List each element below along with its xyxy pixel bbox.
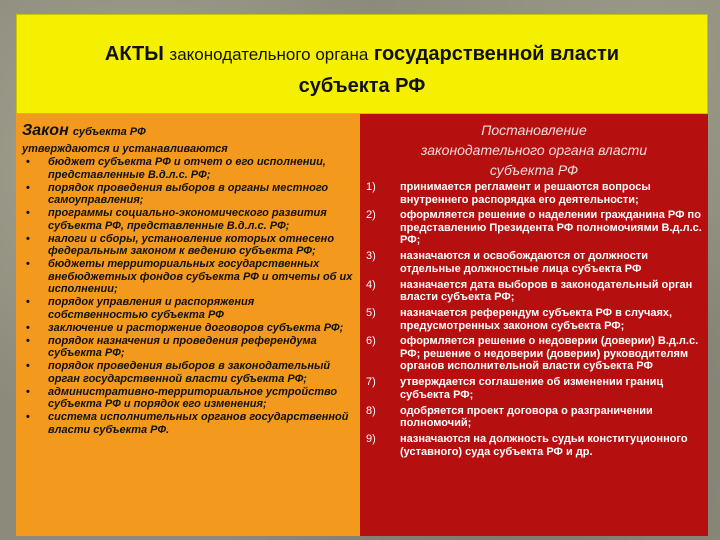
right-list-item-number: 6) [366,335,376,348]
bullet-icon: • [26,181,30,194]
bullet-icon: • [26,334,30,347]
right-list-item-number: 7) [366,376,376,389]
right-list-item [366,376,702,401]
bullet-icon: • [26,385,30,398]
bullet-icon: • [26,321,30,334]
right-heading-line-2: законодательного органа власти [420,142,648,158]
right-list-item-text: назначается дата выборов в законодательный орган власти субъекта РФ; [400,278,693,304]
bullet-icon: • [26,360,30,372]
left-list-item [22,322,354,335]
left-subheading: утверждаются и устанавливаются [22,143,228,155]
title-box [16,14,708,114]
left-list-item-text: бюджет субъекта РФ и отчет о его исполнении, представленные В.д.л.с. РФ; [48,156,326,181]
left-list-item [22,386,354,411]
left-list-item [22,360,354,385]
right-list-item-number: 3) [366,250,376,263]
right-list-item-text: назначаются на должность судьи конституционного (уставного) суда субъекта РФ и др. [400,433,688,458]
left-list-item-text: заключение и расторжение договоров субъекта РФ; [48,321,344,334]
right-list-item [366,181,702,206]
left-list-item-text: система исполнительных органов государственной власти субъекта РФ. [48,411,349,436]
left-list [22,156,354,436]
bullet-icon: • [26,232,30,245]
bullet-icon: • [26,411,30,423]
left-list-item-text: налоги и сборы, установление которых отнесено федеральным законом к ведению субъекта РФ; [48,232,335,257]
right-list-item-number: 9) [366,433,376,446]
left-list-item [22,182,354,207]
left-list-item-text: порядок проведения выборов в законодательный орган государственной власти субъекта РФ; [48,360,331,385]
right-list-item-text: назначаются и освобождаются от должности отдельные должностные лица субъекта РФ [400,250,648,275]
left-list-item [22,335,354,360]
right-list-item [366,335,702,373]
right-list [366,181,702,458]
title-word-acts: АКТЫ [104,43,164,65]
title-line-2: субъекта РФ [298,75,426,97]
bullet-icon: • [26,258,30,270]
bullet-icon: • [26,156,30,168]
left-list-item [22,296,354,321]
right-list-item-text: оформляется решение о наделении гражданина РФ по представлению Президента РФ полномочиями В.д.л.с. РФ; [400,209,702,247]
right-list-item-number: 8) [366,404,376,417]
left-list-item [22,258,354,296]
bullet-icon: • [26,296,30,308]
title-word-legislative: законодательного органа [169,45,369,64]
left-panel-law [16,114,360,536]
left-heading-law: Закон [22,122,69,139]
right-list-item-text: оформляется решение о недоверии (доверии) В.д.л.с. РФ; решение о недоверии (доверии) руководителям органов исполнительной власти субъекта РФ [400,335,699,373]
title-word-state-power: государственной власти [373,43,620,65]
right-list-item [366,250,702,275]
left-list-item [22,411,354,436]
right-list-item-number: 2) [366,209,376,222]
right-list-item [366,279,702,304]
right-list-item-text: утверждается соглашение об изменении границ субъекта РФ; [400,376,664,401]
right-heading-line-1: Постановление [481,122,587,138]
left-heading-subject: субъекта РФ [72,126,146,138]
right-heading-line-3: субъекта РФ [489,162,579,178]
title-line-1 [17,43,707,66]
right-list-item [366,307,702,332]
left-list-item [22,156,354,181]
right-list-item [366,209,702,247]
left-list-item-text: административно-территориальное устройство субъекта РФ и порядок его изменения; [48,385,338,410]
left-list-item [22,207,354,232]
right-list-item-number: 4) [366,278,376,291]
left-heading [22,122,354,141]
right-panel-resolution [360,114,708,536]
right-list-item-text: назначается референдум субъекта РФ в случаях, предусмотренных законом субъекта РФ; [400,307,673,332]
right-list-item-number: 1) [366,181,376,193]
right-list-item [366,405,702,430]
left-list-item-text: порядок проведения выборов в органы местного самоуправления; [48,181,329,206]
left-list-item [22,233,354,258]
right-heading [366,120,702,180]
left-list-item-text: порядок управления и распоряжения собственностью субъекта РФ [48,296,255,321]
left-list-item-text: бюджеты территориальных государственных внебюджетных фондов субъекта РФ и отчеты об их исполнении; [48,258,353,295]
bullet-icon: • [26,207,30,219]
left-list-item-text: программы социально-экономического развития субъекта РФ, представленные В.д.л.с. РФ; [48,207,327,232]
right-list-item-text: одобряется проект договора о разграничении полномочий; [400,404,653,430]
right-list-item-number: 5) [366,307,376,320]
right-list-item [366,433,702,458]
right-list-item-text: принимается регламент и решаются вопросы внутреннего распорядка его деятельности; [400,181,651,206]
left-list-item-text: порядок назначения и проведения референдума субъекта РФ; [48,334,317,359]
